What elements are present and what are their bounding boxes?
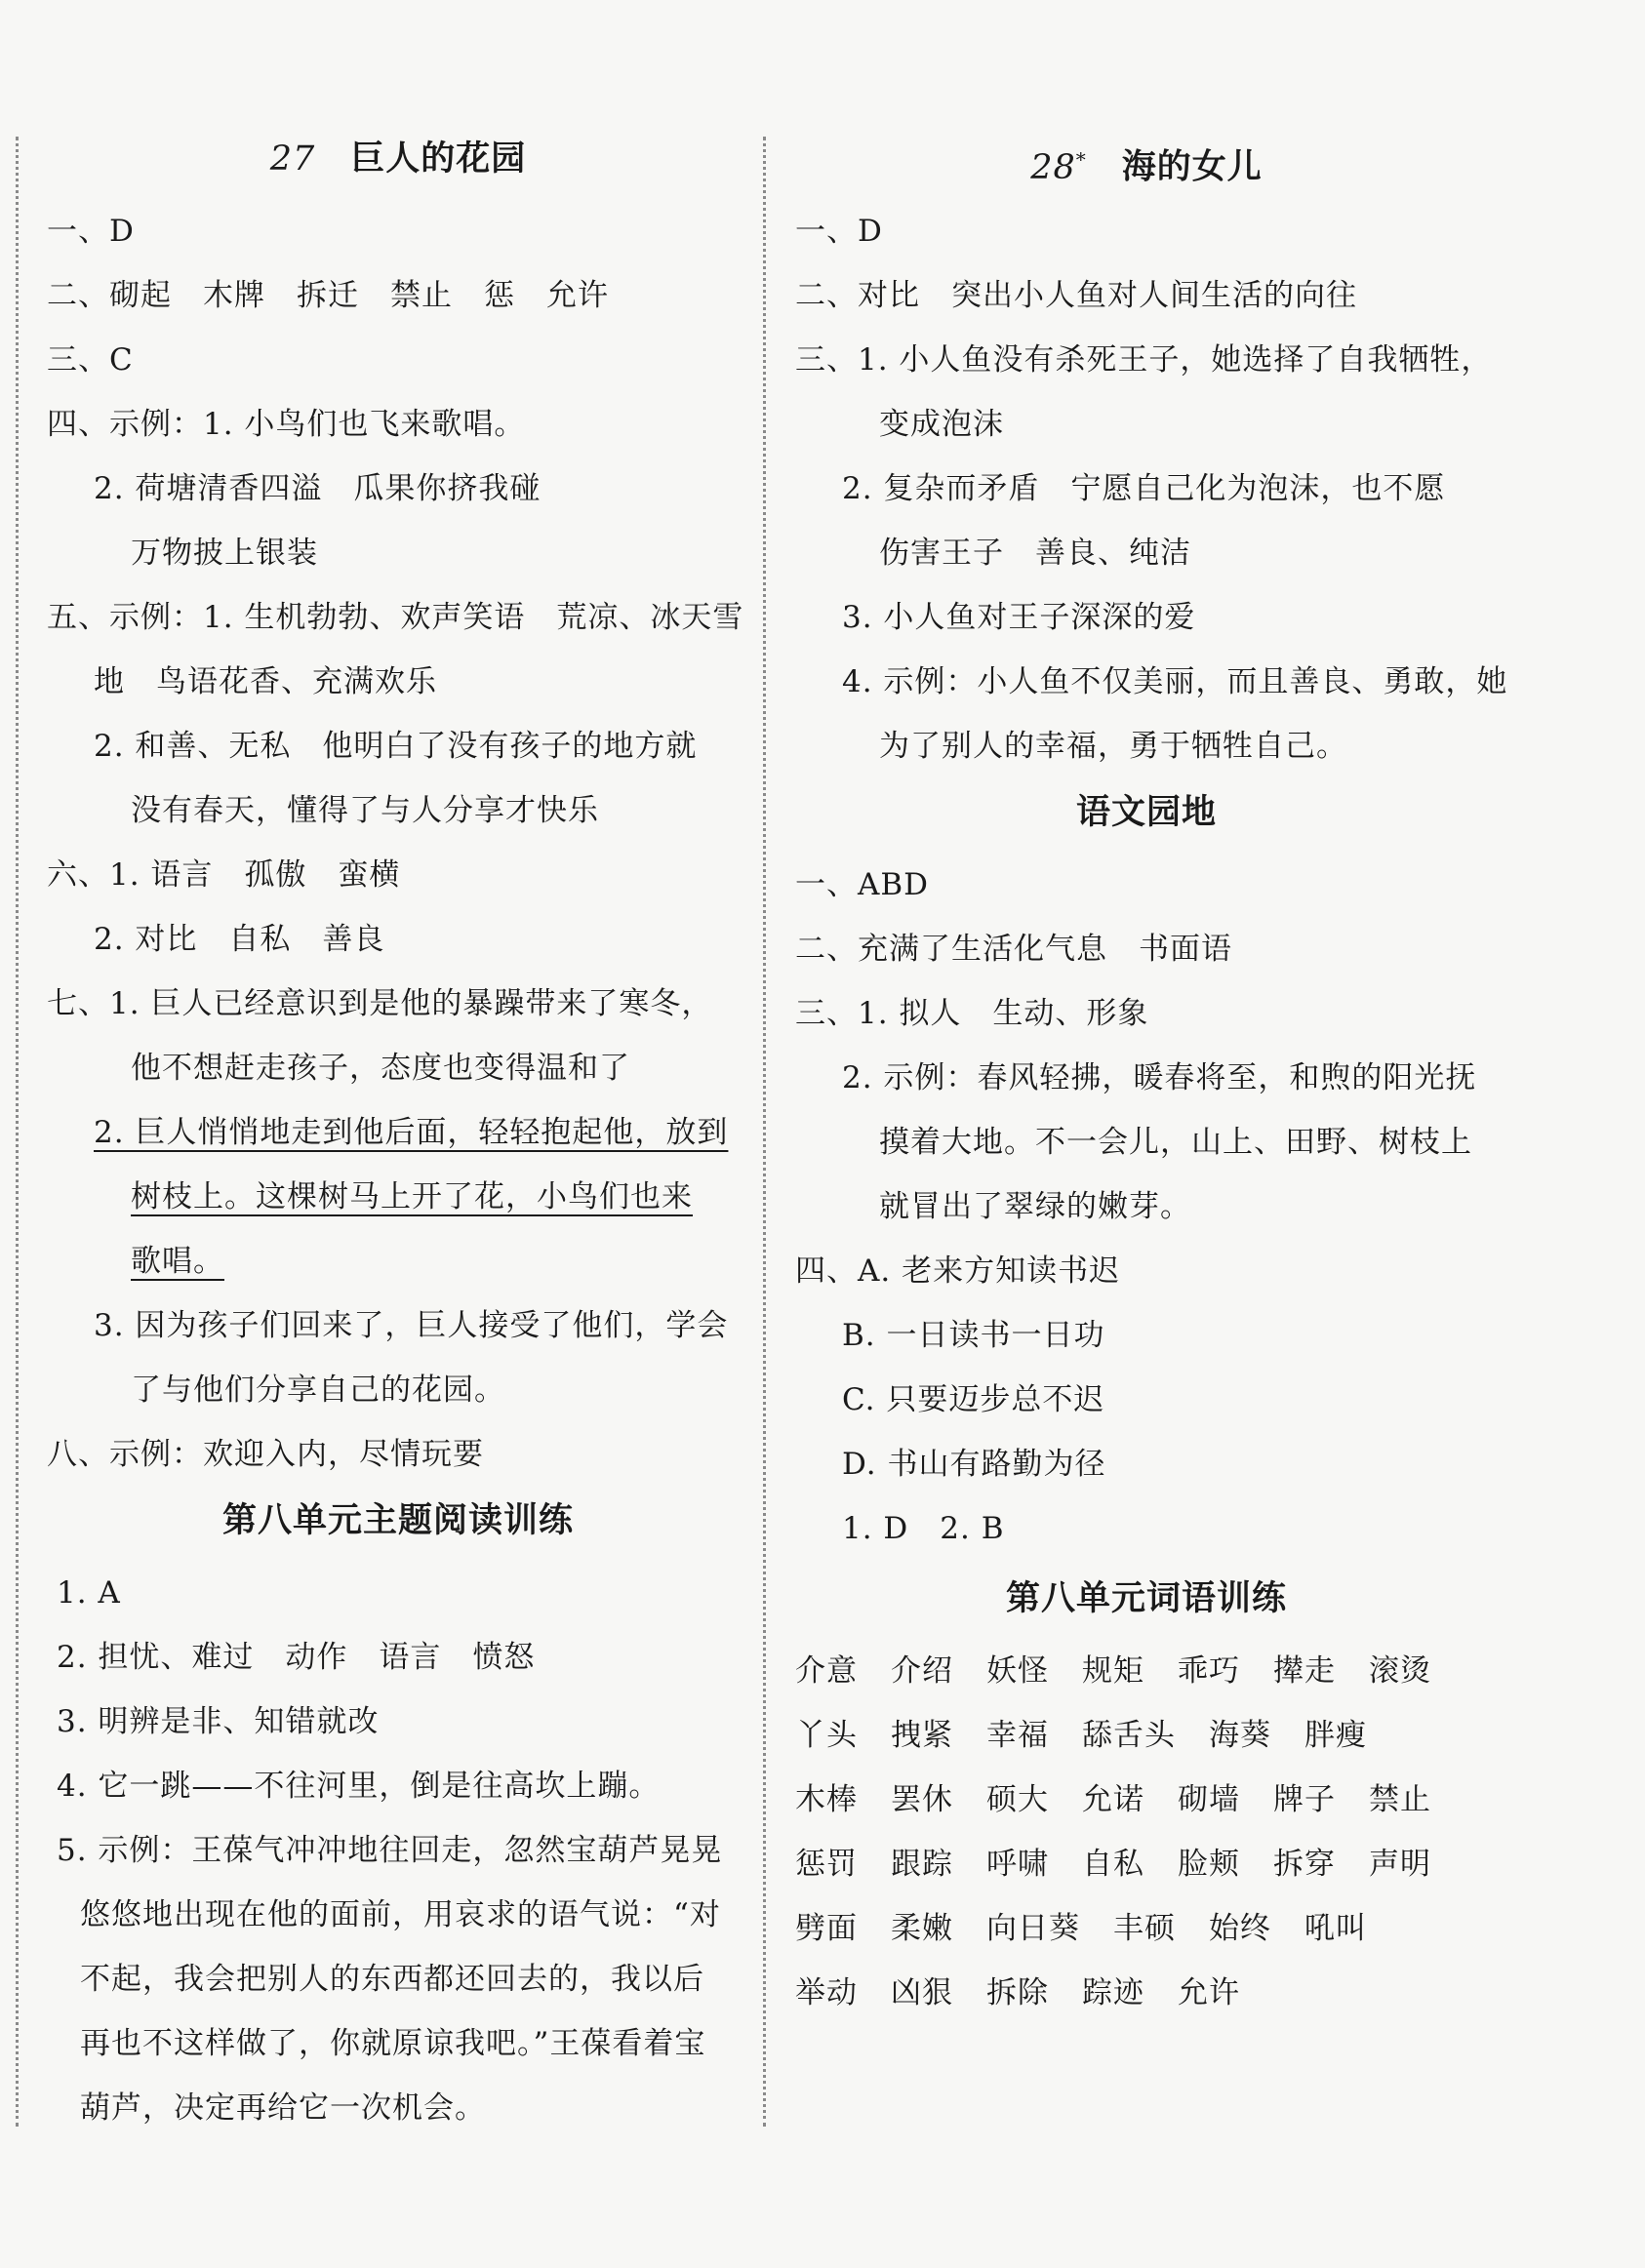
lesson-number: 27 bbox=[269, 139, 316, 179]
answer-line: 四、示例：1. 小鸟们也飞来歌唱。 bbox=[47, 407, 526, 442]
vocabulary-word: 吼叫 bbox=[1304, 1911, 1367, 1946]
vocabulary-row bbox=[795, 1768, 1498, 1832]
vocabulary-word: 拆除 bbox=[986, 1975, 1049, 2010]
answer-line: 一、D bbox=[795, 214, 883, 249]
answer-line: 2. 复杂而矛盾 宁愿自己化为泡沫，也不愿 bbox=[842, 471, 1446, 506]
answer-line: 为了别人的幸福，勇于牺牲自己。 bbox=[879, 729, 1347, 764]
answer-line: 二、对比 突出小人鱼对人间生活的向往 bbox=[795, 278, 1357, 313]
vocabulary-word: 幸福 bbox=[986, 1718, 1049, 1753]
answer-line-underlined bbox=[47, 1165, 749, 1229]
answer-line: 再也不这样做了，你就原谅我吧。”王葆看着宝 bbox=[80, 2026, 706, 2061]
vocabulary-word: 始终 bbox=[1209, 1911, 1271, 1946]
answer-line: 六、1. 语言 孤傲 蛮横 bbox=[47, 857, 401, 893]
answer-line: 3. 小人鱼对王子深深的爱 bbox=[842, 600, 1196, 635]
answer-line: 八、示例：欢迎入内，尽情玩要 bbox=[47, 1437, 484, 1472]
lesson-title-text: 巨人的花园 bbox=[350, 139, 527, 179]
answer-line: 2. 荷塘清香四溢 瓜果你挤我碰 bbox=[94, 471, 542, 506]
answer-line: 一、D bbox=[47, 214, 135, 249]
vocabulary-word: 劈面 bbox=[795, 1911, 858, 1946]
vocabulary-word: 自私 bbox=[1082, 1847, 1144, 1882]
vocabulary-word: 呼啸 bbox=[986, 1847, 1049, 1882]
vocabulary-row bbox=[795, 1639, 1498, 1703]
vocabulary-row bbox=[795, 1832, 1498, 1896]
vocabulary-word: 丰硕 bbox=[1113, 1911, 1176, 1946]
answer-line: D. 书山有路勤为径 bbox=[842, 1447, 1106, 1482]
vocabulary-word: 向日葵 bbox=[986, 1911, 1080, 1946]
underlined-text: 2. 巨人悄悄地走到他后面，轻轻抱起他，放到 bbox=[94, 1115, 729, 1150]
vocabulary-word: 柔嫩 bbox=[891, 1911, 953, 1946]
answer-line: 万物披上银装 bbox=[131, 536, 318, 571]
vocabulary-row bbox=[795, 1703, 1498, 1768]
vocabulary-word: 滚烫 bbox=[1369, 1653, 1431, 1689]
answer-line: 悠悠地出现在他的面前，用哀求的语气说：“对 bbox=[80, 1897, 721, 1932]
unit8-reading-title: 第八单元主题阅读训练 bbox=[221, 1501, 574, 1540]
vocabulary-word: 凶狠 bbox=[891, 1975, 953, 2010]
underlined-text: 歌唱。 bbox=[131, 1244, 224, 1279]
vocabulary-word: 硕大 bbox=[986, 1782, 1049, 1817]
answer-line: 4. 它一跳——不往河里，倒是往高坎上蹦。 bbox=[57, 1769, 661, 1804]
unit8-vocabulary-title: 第八单元词语训练 bbox=[1005, 1579, 1287, 1618]
left-dotted-rule bbox=[16, 137, 19, 2127]
answer-line: 地 鸟语花香、充满欢乐 bbox=[94, 664, 437, 699]
left-column bbox=[47, 129, 749, 2140]
vocabulary-word: 海葵 bbox=[1209, 1718, 1271, 1753]
answer-line: 2. 和善、无私 他明白了没有孩子的地方就 bbox=[94, 729, 698, 764]
vocabulary-word: 罢休 bbox=[891, 1782, 953, 1817]
optional-lesson-mark: * bbox=[1075, 147, 1087, 171]
vocabulary-word: 声明 bbox=[1369, 1847, 1431, 1882]
answer-line: 变成泡沫 bbox=[879, 407, 1004, 442]
answer-line-underlined bbox=[47, 1100, 749, 1165]
vocabulary-word: 乖巧 bbox=[1178, 1653, 1240, 1689]
answer-line: B. 一日读书一日功 bbox=[842, 1318, 1105, 1353]
answer-line: 三、1. 拟人 生动、形象 bbox=[795, 996, 1149, 1031]
answer-line: 1. D 2. B bbox=[842, 1511, 1005, 1546]
vocabulary-word: 禁止 bbox=[1369, 1782, 1431, 1817]
vocabulary-word: 踪迹 bbox=[1082, 1975, 1144, 2010]
answer-line: 2. 对比 自私 善良 bbox=[94, 922, 385, 957]
vocabulary-word: 丫头 bbox=[795, 1718, 858, 1753]
lesson-title-text: 海的女儿 bbox=[1121, 147, 1263, 187]
answer-line: 一、ABD bbox=[795, 867, 930, 902]
vocabulary-list bbox=[795, 1639, 1498, 2025]
vocabulary-word: 介绍 bbox=[891, 1653, 953, 1689]
vocabulary-word: 牌子 bbox=[1273, 1782, 1336, 1817]
answer-line: 1. A bbox=[57, 1575, 121, 1611]
vocabulary-word: 跟踪 bbox=[891, 1847, 953, 1882]
answer-line-underlined bbox=[47, 1229, 749, 1293]
answer-line: 不起，我会把别人的东西都还回去的，我以后 bbox=[80, 1962, 704, 1997]
vocabulary-word: 举动 bbox=[795, 1975, 858, 2010]
answer-line: 二、充满了生活化气息 书面语 bbox=[795, 932, 1232, 967]
answer-line: 五、示例：1. 生机勃勃、欢声笑语 荒凉、冰天雪 bbox=[47, 600, 744, 635]
lesson-28-title bbox=[795, 129, 1498, 189]
vocabulary-word: 拽紧 bbox=[891, 1718, 953, 1753]
answer-line: 了与他们分享自己的花园。 bbox=[131, 1373, 505, 1408]
answer-line: 摸着大地。不一会儿，山上、田野、树枝上 bbox=[879, 1125, 1472, 1160]
lesson-27-title bbox=[47, 129, 749, 189]
answer-line: 就冒出了翠绿的嫩芽。 bbox=[879, 1189, 1191, 1224]
answer-line: 他不想赶走孩子，态度也变得温和了 bbox=[131, 1051, 630, 1086]
answer-line: 三、1. 小人鱼没有杀死王子，她选择了自我牺牲， bbox=[795, 342, 1493, 378]
vocabulary-word: 允许 bbox=[1178, 1975, 1240, 2010]
answer-line: C. 只要迈步总不迟 bbox=[842, 1382, 1105, 1417]
answer-line: 3. 因为孩子们回来了，巨人接受了他们，学会 bbox=[94, 1308, 729, 1343]
underlined-text: 树枝上。这棵树马上开了花，小鸟们也来 bbox=[131, 1179, 693, 1214]
language-garden-title: 语文园地 bbox=[1075, 793, 1217, 832]
vocabulary-row bbox=[795, 1961, 1498, 2025]
answer-line: 4. 示例：小人鱼不仅美丽，而且善良、勇敢，她 bbox=[842, 664, 1508, 699]
right-column bbox=[795, 129, 1508, 2025]
vocabulary-word: 砌墙 bbox=[1178, 1782, 1240, 1817]
vocabulary-row bbox=[795, 1896, 1498, 1961]
answer-line: 七、1. 巨人已经意识到是他的暴躁带来了寒冬， bbox=[47, 986, 713, 1021]
answer-line: 5. 示例：王葆气冲冲地往回走，忽然宝葫芦晃晃 bbox=[57, 1833, 723, 1868]
answer-line: 二、砌起 木牌 拆迁 禁止 惩 允许 bbox=[47, 278, 609, 313]
vocabulary-word: 胖瘦 bbox=[1304, 1718, 1367, 1753]
answer-line: 四、A. 老来方知读书迟 bbox=[795, 1253, 1121, 1289]
vocabulary-word: 妖怪 bbox=[986, 1653, 1049, 1689]
vocabulary-word: 允诺 bbox=[1082, 1782, 1144, 1817]
lesson-number: 28* bbox=[1030, 147, 1087, 187]
answer-line: 3. 明辨是非、知错就改 bbox=[57, 1704, 380, 1739]
answer-line: 2. 示例：春风轻拂，暖春将至，和煦的阳光抚 bbox=[842, 1060, 1477, 1095]
vocabulary-word: 惩罚 bbox=[795, 1847, 858, 1882]
vocabulary-word: 木棒 bbox=[795, 1782, 858, 1817]
answer-line: 伤害王子 善良、纯洁 bbox=[879, 536, 1191, 571]
vocabulary-word: 脸颊 bbox=[1178, 1847, 1240, 1882]
vocabulary-word: 撵走 bbox=[1273, 1653, 1336, 1689]
answer-line: 2. 担忧、难过 动作 语言 愤怒 bbox=[57, 1640, 536, 1675]
vocabulary-word: 规矩 bbox=[1082, 1653, 1144, 1689]
vocabulary-word: 拆穿 bbox=[1273, 1847, 1336, 1882]
answer-line: 葫芦，决定再给它一次机会。 bbox=[80, 2090, 486, 2126]
vocabulary-word: 舔舌头 bbox=[1082, 1718, 1176, 1753]
answer-line: 没有春天，懂得了与人分享才快乐 bbox=[131, 793, 599, 828]
answer-line: 三、C bbox=[47, 342, 134, 378]
center-dotted-rule bbox=[763, 137, 766, 2127]
vocabulary-word: 介意 bbox=[795, 1653, 858, 1689]
